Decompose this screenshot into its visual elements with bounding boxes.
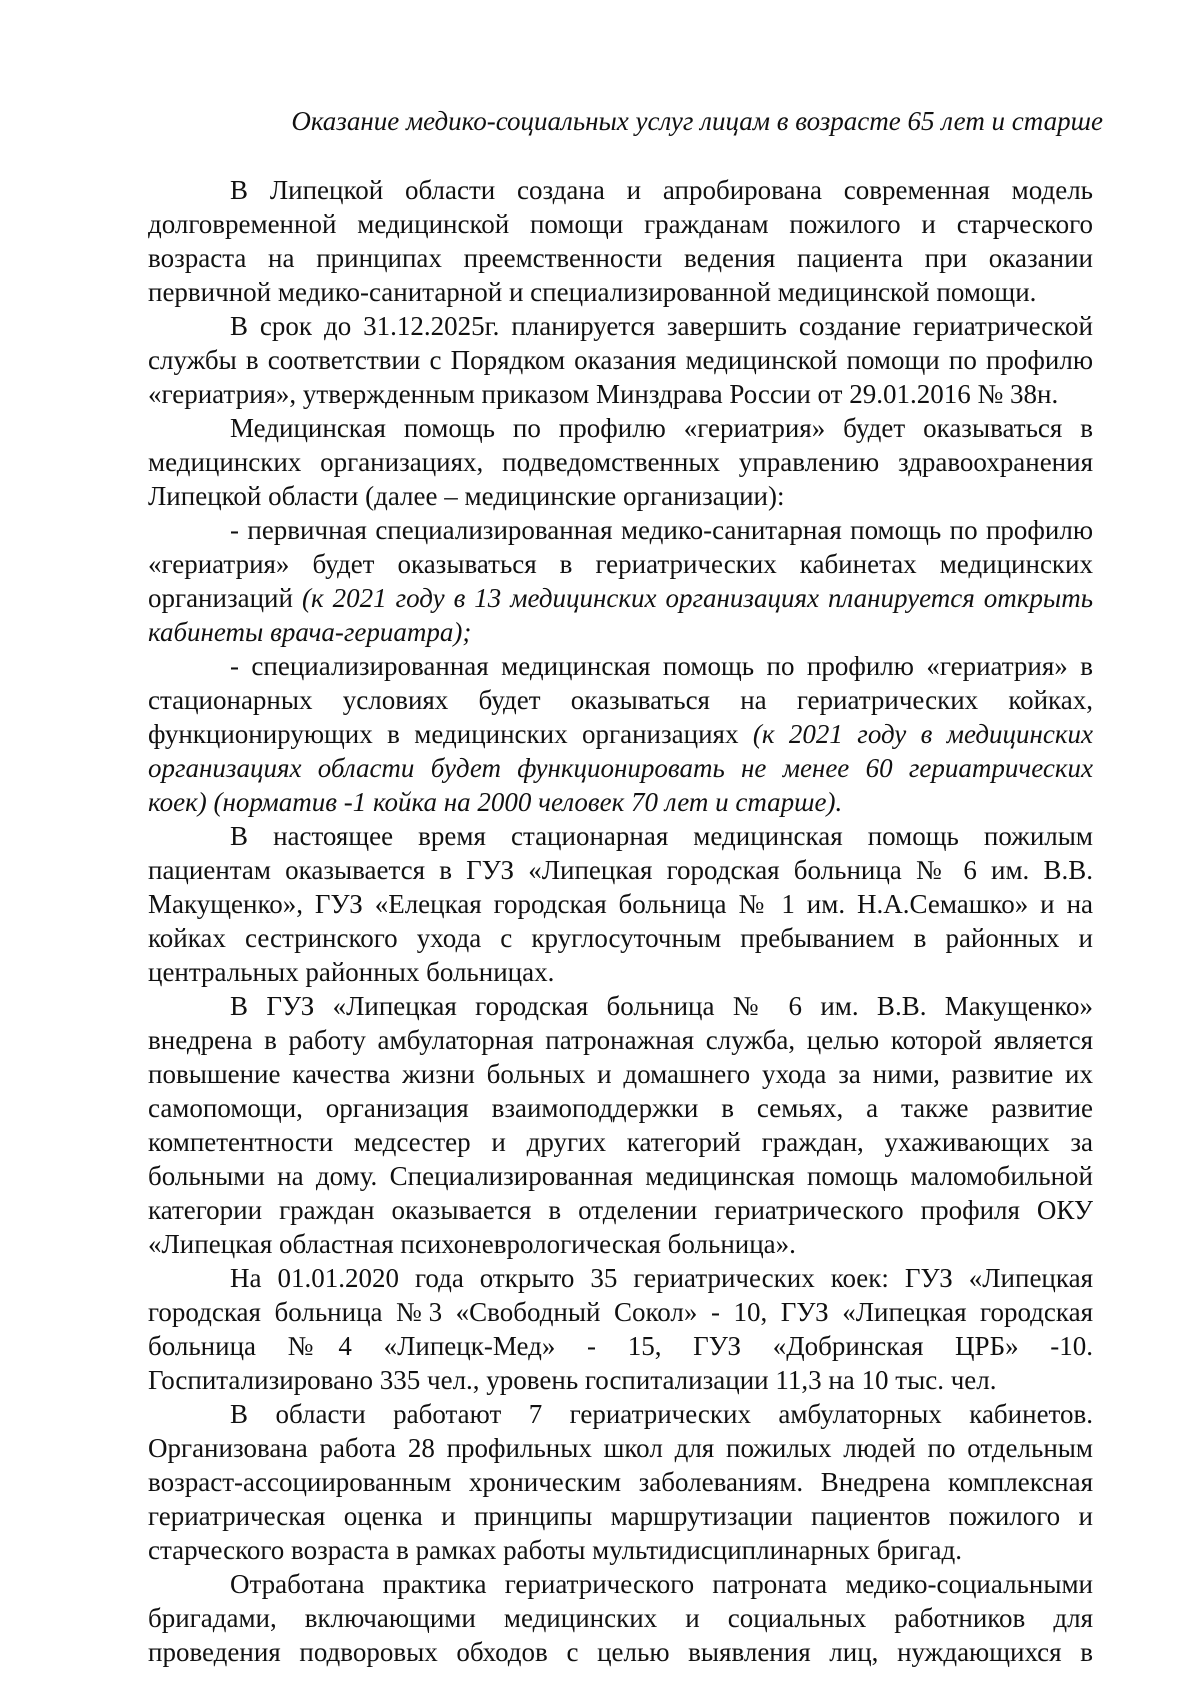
text-line — [148, 1329, 1093, 1363]
text-line-content: стационарных условиях будет оказываться на гериатрических койках, — [148, 685, 1093, 715]
text-line — [148, 1567, 1093, 1601]
text-line-content: В ГУЗ «Липецкая городская больница № 6 им. В.В. Макущенко» — [230, 991, 1093, 1021]
text-line — [148, 343, 1093, 377]
text-line — [148, 751, 1093, 785]
text-line — [148, 1397, 1093, 1431]
text-line-content: долговременной медицинской помощи гражданам пожилого и старческого — [148, 209, 1093, 239]
text-line-content: Организована работа 28 профильных школ для пожилых людей по отдельным — [148, 1433, 1093, 1463]
text-line-content: Макущенко», ГУЗ «Елецкая городская больница № 1 им. Н.А.Семашко» и на — [148, 889, 1093, 919]
text-line-content: В срок до 31.12.2025г. планируется завершить создание гериатрической — [230, 311, 1093, 341]
text-line-content: На 01.01.2020 года открыто 35 гериатрических коек: ГУЗ «Липецкая — [230, 1263, 1093, 1293]
text-line — [148, 1227, 1093, 1261]
text-line — [148, 547, 1093, 581]
text-line-content: категории граждан оказывается в отделении гериатрического профиля ОКУ — [148, 1195, 1093, 1225]
text-line-content: В настоящее время стационарная медицинская помощь пожилым — [230, 821, 1093, 851]
italic-note: (к 2021 году в медицинских — [752, 719, 1093, 749]
text-line — [148, 1431, 1093, 1465]
text-line — [148, 173, 1093, 207]
text-line — [148, 785, 1093, 819]
italic-note: кабинеты врача-гериатра); — [148, 617, 472, 647]
text-line — [148, 309, 1093, 343]
text-line-content: «Липецкая областная психоневрологическая больница». — [148, 1229, 796, 1259]
text-line-content: Отработана практика гериатрического патроната медико-социальными — [230, 1569, 1093, 1599]
text-line — [148, 853, 1093, 887]
text-line-content: койках сестринского ухода с круглосуточным пребыванием в районных и — [148, 923, 1093, 953]
text-line-content: Медицинская помощь по профилю «гериатрия» будет оказываться в — [230, 413, 1093, 443]
text-line-content: Госпитализировано 335 чел., уровень госпитализации 11,3 на 10 тыс. чел. — [148, 1365, 997, 1395]
text-line — [148, 717, 1093, 751]
text-line — [148, 241, 1093, 275]
text-line — [148, 207, 1093, 241]
text-line-content: больными на дому. Специализированная медицинская помощь маломобильной — [148, 1161, 1093, 1191]
text-line-content: службы в соответствии с Порядком оказания медицинской помощи по профилю — [148, 345, 1093, 375]
text-line-content: больница №4 «Липецк-Мед» - 15, ГУЗ «Добринская ЦРБ» -10. — [148, 1331, 1093, 1361]
italic-note: (к 2021 году в 13 медицинских организациях планируется открыть — [301, 583, 1093, 613]
italic-note: организациях области будет функционировать не менее 60 гериатрических — [148, 753, 1093, 783]
text-line — [148, 1601, 1093, 1635]
text-line-content: возраст-ассоциированным хроническим заболеваниям. Внедрена комплексная — [148, 1467, 1093, 1497]
text-line — [148, 989, 1093, 1023]
text-line — [148, 1091, 1093, 1125]
text-line-content: повышение качества жизни больных и домашнего ухода за ними, развитие их — [148, 1059, 1093, 1089]
text-line-content: первичной медико-санитарной и специализированной медицинской помощи. — [148, 277, 1037, 307]
text-line — [148, 1363, 1093, 1397]
text-line — [148, 1533, 1093, 1567]
page-title: Оказание медико-социальных услуг лицам в возрасте 65 лет и старше — [291, 106, 1103, 136]
text-line — [148, 1635, 1093, 1669]
text-line-content: «гериатрия» будет оказываться в гериатрических кабинетах медицинских — [148, 549, 1093, 579]
text-line — [148, 1295, 1093, 1329]
text-line-content: гериатрическая оценка и принципы маршрутизации пациентов пожилого и — [148, 1501, 1093, 1531]
text-line — [148, 513, 1093, 547]
text-line — [148, 819, 1093, 853]
italic-note: коек) (норматив -1 койка на 2000 человек 70 лет и старше). — [148, 787, 843, 817]
text-line — [148, 615, 1093, 649]
text-line — [148, 1193, 1093, 1227]
text-line-content: самопомощи, организация взаимоподдержки в семьях, а также развитие — [148, 1093, 1093, 1123]
text-line-content: медицинских организациях, подведомственных управлению здравоохранения — [148, 447, 1093, 477]
text-line — [148, 1023, 1093, 1057]
text-line-content: организаций — [148, 583, 302, 613]
text-line — [148, 921, 1093, 955]
text-line — [148, 887, 1093, 921]
text-line — [148, 479, 1093, 513]
text-line-content: Липецкой области (далее – медицинские организации): — [148, 481, 785, 511]
text-line-content: возраста на принципах преемственности ведения пациента при оказании — [148, 243, 1093, 273]
text-line-content: В области работают 7 гериатрических амбулаторных кабинетов. — [230, 1399, 1093, 1429]
text-line — [148, 1261, 1093, 1295]
text-line-content: проведения подворовых обходов с целью выявления лиц, нуждающихся в — [148, 1637, 1093, 1667]
text-line-content: - первичная специализированная медико-санитарная помощь по профилю — [230, 515, 1093, 545]
text-line-content: городская больница №3 «Свободный Сокол» - 10, ГУЗ «Липецкая городская — [148, 1297, 1093, 1327]
text-line — [148, 1159, 1093, 1193]
text-line-content: функционирующих в медицинских организациях — [148, 719, 753, 749]
text-line — [148, 581, 1093, 615]
text-line — [148, 445, 1093, 479]
text-line — [148, 275, 1093, 309]
document-body — [148, 173, 1093, 1669]
text-line-content: компетентности медсестер и других категорий граждан, ухаживающих за — [148, 1127, 1093, 1157]
text-line-content: бригадами, включающими медицинских и социальных работников для — [148, 1603, 1093, 1633]
text-line — [148, 683, 1093, 717]
text-line — [148, 1465, 1093, 1499]
text-line-content: - специализированная медицинская помощь по профилю «гериатрия» в — [230, 651, 1093, 681]
text-line — [148, 377, 1093, 411]
text-line — [148, 649, 1093, 683]
text-line-content: внедрена в работу амбулаторная патронажная служба, целью которой является — [148, 1025, 1093, 1055]
text-line — [148, 1125, 1093, 1159]
text-line — [148, 955, 1093, 989]
text-line-content: центральных районных больницах. — [148, 957, 555, 987]
text-line-content: старческого возраста в рамках работы мультидисциплинарных бригад. — [148, 1535, 963, 1565]
text-line — [148, 411, 1093, 445]
text-line — [148, 1057, 1093, 1091]
text-line-content: пациентам оказывается в ГУЗ «Липецкая городская больница № 6 им. В.В. — [148, 855, 1093, 885]
text-line — [148, 1499, 1093, 1533]
text-line-content: В Липецкой области создана и апробирована современная модель — [230, 175, 1093, 205]
text-line-content: «гериатрия», утвержденным приказом Минздрава России от 29.01.2016 № 38н. — [148, 379, 1059, 409]
